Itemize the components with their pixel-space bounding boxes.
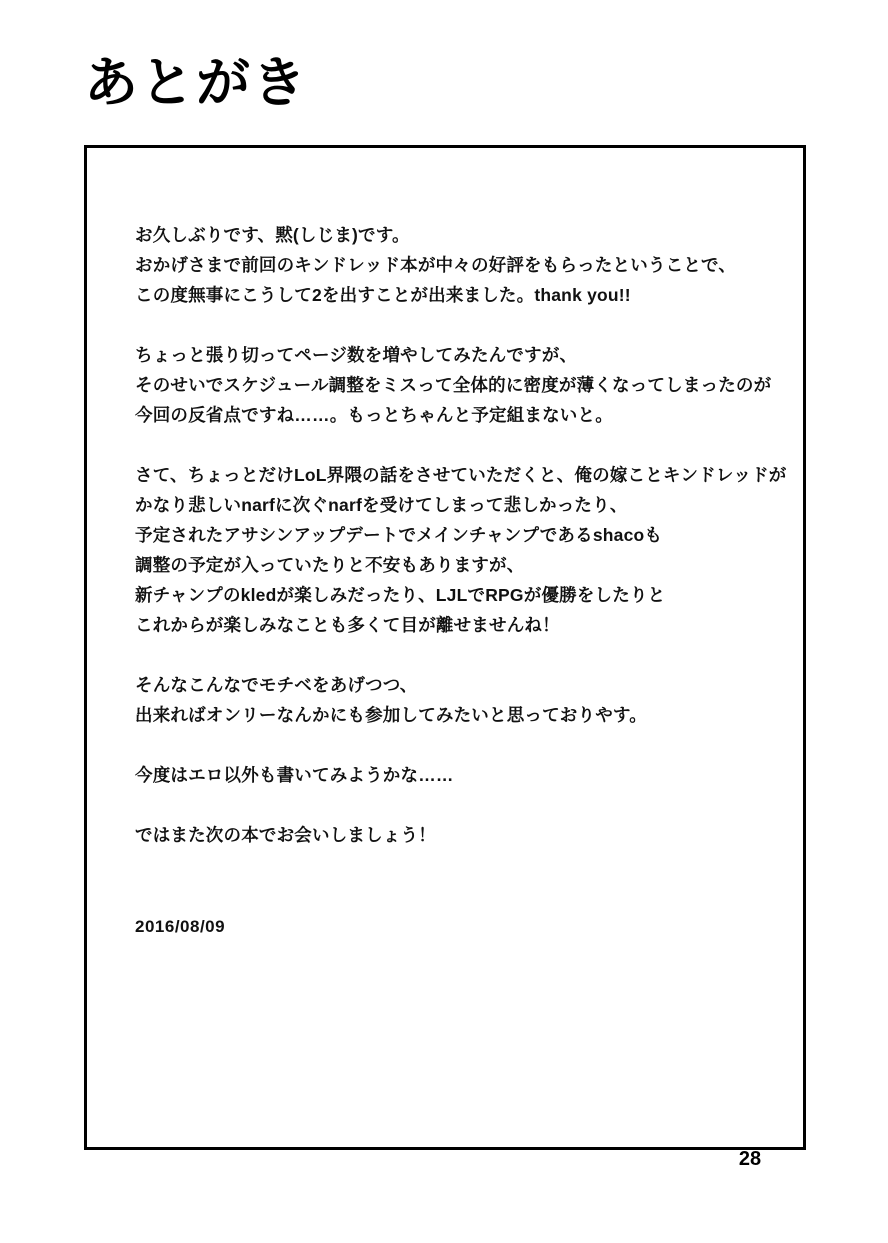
- date-text: 2016/08/09: [135, 917, 226, 936]
- paragraph: [135, 220, 785, 310]
- text-line: かなり悲しいnarfに次ぐnarfを受けてしまって悲しかったり、: [135, 495, 628, 515]
- paragraph: [135, 820, 785, 850]
- text-line: これからが楽しみなことも多くて目が離せませんね！: [135, 615, 560, 635]
- text-line: 予定されたアサシンアップデートでメインチャンプであるshacoも: [135, 525, 663, 545]
- paragraph: [135, 670, 785, 730]
- text-line: さて、ちょっとだけLoL界隈の話をさせていただくと、俺の嫁ことキンドレッドが: [135, 465, 787, 485]
- text-line: 調整の予定が入っていたりと不安もありますが、: [135, 555, 525, 575]
- paragraph: [135, 760, 785, 790]
- paragraph: [135, 460, 785, 640]
- text-line: お久しぶりです、黙(しじま)です。: [135, 225, 410, 245]
- text-line: この度無事にこうして2を出すことが出来ました。thank you!!: [135, 285, 631, 305]
- text-line: 今回の反省点ですね……。もっとちゃんと予定組まないと。: [135, 405, 613, 425]
- page-number: 28: [738, 1148, 762, 1170]
- text-line: 今度はエロ以外も書いてみようかな……: [135, 765, 454, 785]
- text-line: おかげさまで前回のキンドレッド本が中々の好評をもらったということで、: [135, 255, 737, 275]
- afterword-body: [135, 220, 785, 942]
- afterword-text-frame: [84, 145, 806, 1150]
- text-line: ちょっと張り切ってページ数を増やしてみたんですが、: [135, 345, 578, 365]
- page-title: あとがき: [84, 53, 308, 113]
- text-line: そのせいでスケジュール調整をミスって全体的に密度が薄くなってしまったのが: [135, 375, 772, 395]
- text-line: ではまた次の本でお会いしましょう！: [135, 825, 436, 845]
- text-line: 出来ればオンリーなんかにも参加してみたいと思っておりやす。: [135, 705, 647, 725]
- text-line: 新チャンプのkledが楽しみだったり、LJLでRPGが優勝をしたりと: [135, 585, 666, 605]
- paragraph: [135, 340, 785, 430]
- text-line: そんなこんなでモチベをあげつつ、: [135, 675, 418, 695]
